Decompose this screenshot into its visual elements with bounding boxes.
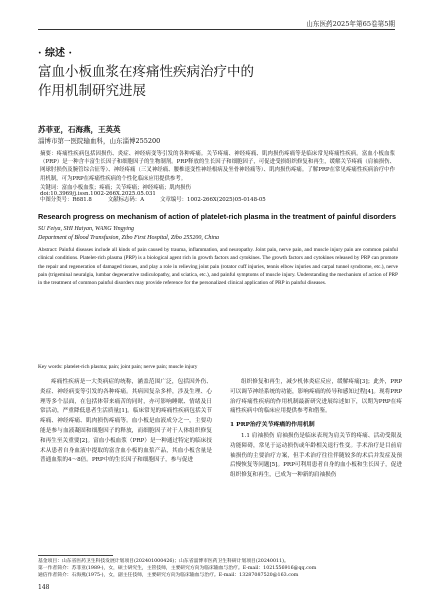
body-column-left — [40, 378, 212, 466]
abstract-cn: 摘要：疼痛性疾病包括因损伤、炎症、神经病变等引发的各种疼痛。关节疼痛、神经疼痛、肌肉损伤疼痛等是临床常见疼痛性疾病。富血小板血浆（PRP）是一种含丰富生长因子和细胞因子的生物制剂。PRP释放的生长因子和细胞因子，可促进受损组织修复和再生，缓解关节疼痛（肩袖损伤、网球肘损伤及腕管综合征等）、神经疼痛（三叉神经痛、腰椎退变性神经根病及坐骨神经痛等）、肌肉损伤疼痛。了解PRP在常见疼痛性疾病治疗中作用机制，可为PRP在疼痛性疾病的个性化临床应用提供参考。 — [40, 151, 395, 182]
article-number: 文章编号：1002-266X(2025)05-0148-05 — [160, 197, 266, 203]
authors: 苏菲亚，石海燕，王英英 — [38, 125, 121, 134]
body-column-right — [230, 378, 402, 481]
classification-meta — [40, 195, 395, 203]
keywords-cn-text: 关键词：富血小板血浆；疼痛；关节疼痛；神经疼痛；肌肉损伤 — [40, 185, 191, 191]
body-paragraph: 1.1 肩袖损伤 肩袖损伤是临床表现为肩关节的疼痛、活动受限及功能障碍，常见于运动损伤或年龄相关退行性变。手术治疗是目前肩袖损伤的主要治疗方案，但手术治疗往往伴随较多的术后并发症及预后慢恢复等问题[5]。PRP可利用患者自身的血小板和生长因子，促进组织修复和再生，已成为一种新的肩袖损伤 — [230, 432, 402, 479]
clc-number: 中图分类号：R681.8 — [40, 197, 92, 203]
title-line-2: 作用机制研究进展 — [38, 83, 146, 99]
body-paragraph: 疼痛性疾病是一大类病症的统称，涵盖范围广泛，包括因外伤、炎症、神经病变等引发的各种疼痛。其病因复杂多样，涉及生理、心理等多个层面，在包括体带来痛苦的同时，亦可影响睡眠、情绪及日常活动，严重降低患者生活质量[1]。临床常见的疼痛性疾病包括关节疼痛、神经疼痛、肌肉损伤疼痛等。血小板是血液成分之一，主要功能是参与血液凝固和细胞因子的释放，而细胞因子对于人体组织修复和再生至关重要[2]。富血小板血浆（PRP）是一种通过特定的临床技术从患者自身血液中提取的富含血小板的血浆产品，其血小板含量是普通血浆的4～8倍。PRP中的生长因子和细胞因子，参与促进 — [40, 379, 212, 464]
header-rule — [38, 29, 395, 30]
article-title — [38, 63, 368, 101]
footnote-first-author: 第一作者简介：苏菲亚(1989-)，女，硕士研究生，主管技师，主要研究方向为临床输血与治疗。E-mail：1021556916@qq.com — [38, 566, 317, 571]
english-affiliation: Department of Blood Transfusion, Zibo First Hospital, Zibo 255200, China — [38, 235, 220, 241]
journal-header: 山东医药2025年第65卷第5期 — [306, 20, 395, 28]
title-line-1: 富血小板血浆在疼痛性疾病治疗中的 — [38, 64, 254, 80]
footnote-corresponding: 通信作者简介：石海燕(1975-)，女，副主任技师，主要研究方向为临床输血与治疗。E-mail：13287087520@163.com — [38, 573, 299, 578]
footnote-rule — [38, 555, 113, 556]
section-label: · 综述 · — [38, 48, 72, 59]
footnotes — [38, 558, 398, 579]
affiliation: 淄博市第一医院输血科，山东淄博255200 — [38, 137, 161, 145]
body-paragraph: 组织修复和再生，减少机体炎症反应，缓解疼痛[3]；此外，PRP可以调节神经系统的功能，影响疼痛的传导和感知过程[4]。现将PRP治疗疼痛性疾病的作用机制最新研究进展综述如下，以期为PRP在疼痛性疾病中的临床应用提供参考和借鉴。 — [230, 379, 402, 415]
english-title: Research progress on mechanism of action of platelet-rich plasma in the treatment of painful disorders — [38, 212, 397, 221]
english-authors: SU Feiya, SHI Haiyan, WANG Yingying — [38, 226, 134, 232]
english-abstract: Abstract: Painful diseases include all kinds of pain caused by trauma, inflammation, and neuropathy. Joint pain, nerve pain, and muscle injury pain are common painful clinical conditions. Platelet-rich plasma (PRP) is a biological agent rich in growth factors and cytokines. The growth factors and cytokines released by PRP can promote the repair and regeneration of damaged tissues, and play a role in relieving joint pain (rotator cuff injuries, tennis elbow injuries and carpal tunnel syndrome, etc.), nerve pain (trigeminal neuralgia, lumbar degenerative radiculopathy, and sciatica, etc.), and painful symptoms of muscle injury. Understanding the mechanism of action of PRP in the treatment of common painful disorders may provide reference for the personalized clinical application of PRP in painful diseases. — [38, 247, 398, 287]
english-keywords: Key words: platelet-rich plasma; pain; joint pain; nerve pain; muscle injury — [38, 364, 198, 370]
document-code: 文献标志码：A — [107, 197, 145, 203]
page-number: 148 — [38, 584, 50, 591]
section-heading: 1 PRP治疗关节疼痛的作用机制 — [230, 421, 315, 429]
footnote-fund: 基金项目：山东省医药卫生科技发展计划项目(202401000426)；山东省淄博市医药卫生科研计划项目(20240011)。 — [38, 559, 289, 564]
doi: doi:10.3969/j.issn.1002-266X.2025.05.031 — [40, 191, 156, 197]
